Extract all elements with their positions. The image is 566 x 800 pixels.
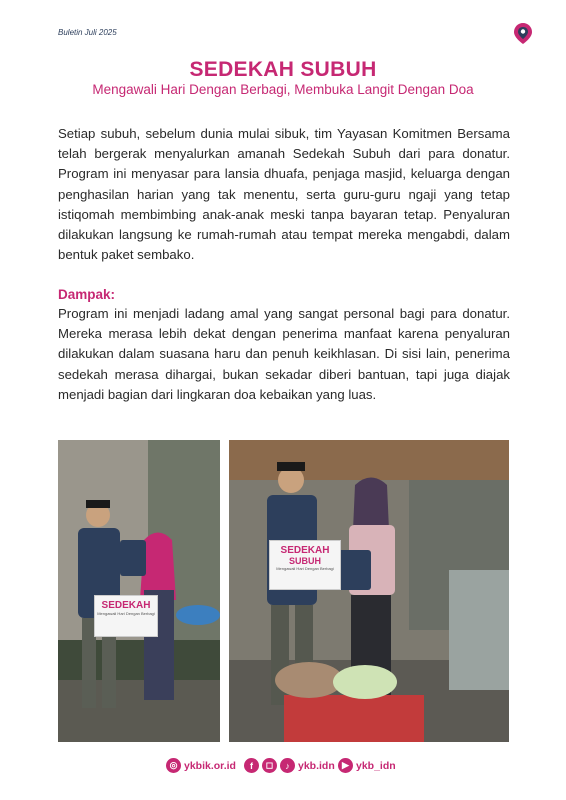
facebook-icon: f [244, 758, 259, 773]
bulletin-label: Buletin Juli 2025 [58, 28, 117, 37]
sign-title-2: SEDEKAH [280, 545, 330, 556]
footer [0, 758, 566, 778]
intro-paragraph: Setiap subuh, sebelum dunia mulai sibuk, tim Yayasan Komitmen Bersama telah bergerak menyalurkan amanah Sedekah Subuh dari para donatur. Program ini menyasar para lansia dhuafa, penjaga masjid, keluarga dengan penghasilan harian yang tak menentu, serta guru-guru ngaji yang tetap istiqomah membimbing anak-anak meski tanpa bayaran tetap. Penyaluran dilakukan langsung ke rumah-rumah atau tempat mereka mengabdi, dalam bentuk paket sembako. [58, 126, 510, 263]
sign-sub-2: Mengawali Hari Dengan Berbagi [276, 566, 334, 571]
web-icon: ◎ [166, 758, 181, 773]
article-title: SEDEKAH SUBUH [189, 58, 377, 81]
article-subtitle: Mengawali Hari Dengan Berbagi, Membuka Langit Dengan Doa [92, 82, 474, 97]
social2-label: ykb_idn [356, 759, 396, 772]
footer-website[interactable] [166, 758, 236, 773]
instagram-icon: ◻ [262, 758, 277, 773]
sign-title: SEDEKAH [101, 600, 151, 611]
social1-label: ykb.idn [298, 759, 335, 772]
footer-social-2[interactable] [338, 758, 396, 773]
sign-sub: Mengawali Hari Dengan Berbagi [97, 611, 155, 616]
youtube-icon: ▶ [338, 758, 353, 773]
sign-title-2b: SUBUH [288, 556, 321, 566]
footer-social-1[interactable] [244, 758, 335, 773]
photo-right [229, 440, 509, 742]
photo-left-sign [94, 595, 158, 637]
tiktok-icon: ♪ [280, 758, 295, 773]
logo-icon [510, 20, 536, 46]
impact-heading: Dampak: [58, 287, 116, 302]
photo-left [58, 440, 220, 742]
impact-paragraph: Program ini menjadi ladang amal yang sangat personal bagi para donatur. Mereka merasa lebih dekat dengan penerima manfaat karena penyaluran dilakukan dalam suasana haru dan penuh keikhlasan. Di sisi lain, penerima sedekah merasa dihargai, bukan sekadar diberi bantuan, tapi juga diajak menjadi bagian dari lingkaran doa kebaikan yang luas. [58, 306, 510, 402]
photo-right-sign [269, 540, 341, 590]
website-label: ykbik.or.id [184, 759, 236, 772]
